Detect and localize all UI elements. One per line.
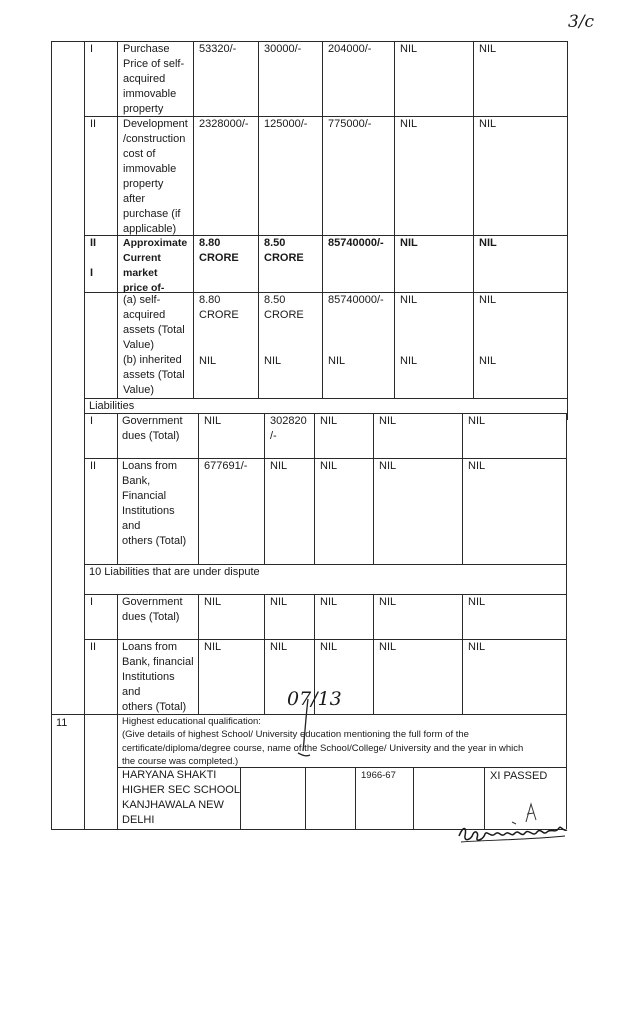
value-cell: NIL xyxy=(204,641,222,653)
value-cell: NIL xyxy=(468,596,486,608)
value-cell: 53320/- xyxy=(199,43,237,55)
value-cell: NIL xyxy=(270,596,288,608)
value-cell: 677691/- xyxy=(204,460,248,472)
row-label: Loans from Bank, Financial Institutions and others (Total) xyxy=(122,460,187,547)
value-cell: NIL xyxy=(270,460,288,472)
value-cell: NIL xyxy=(379,460,397,472)
value-cell: NIL xyxy=(479,355,497,367)
row-label: Purchase Price of self- acquired immovable property xyxy=(123,43,185,115)
value-cell: NIL xyxy=(479,118,497,130)
value-cell: NIL xyxy=(320,415,338,427)
completion-year: 1966-67 xyxy=(361,770,396,781)
value-cell: 8.50 CRORE xyxy=(264,294,304,321)
value-cell: NIL xyxy=(400,118,418,130)
value-cell: NIL xyxy=(204,415,222,427)
pen-stroke-mark xyxy=(290,695,320,765)
value-cell: NIL xyxy=(400,294,418,306)
value-cell: NIL xyxy=(264,355,282,367)
value-cell: NIL xyxy=(468,641,486,653)
value-cell: 775000/- xyxy=(328,118,372,130)
value-cell: NIL xyxy=(400,355,418,367)
row-sub-number: II xyxy=(90,460,97,472)
row-label: Loans from Bank, financial Institutions and others (Total) xyxy=(122,641,194,713)
liabilities-heading: Liabilities xyxy=(89,400,135,412)
education-instructions: (Give details of highest School/ University education mentioning the full form of the certificate/diploma/degree course, name of the School/College/ University and the year in which the course was completed.) xyxy=(122,729,524,767)
row-label: Government dues (Total) xyxy=(122,415,183,442)
value-cell: NIL xyxy=(479,43,497,55)
row-sub-number: II xyxy=(90,641,97,653)
row-label: (a) self- acquired assets (Total Value) (b) inherited assets (Total Value) xyxy=(123,294,185,396)
value-cell: 302820 /- xyxy=(270,415,307,442)
value-cell: NIL xyxy=(479,294,497,306)
value-cell: 2328000/- xyxy=(199,118,249,130)
value-cell: 125000/- xyxy=(264,118,308,130)
disputed-heading: 10 Liabilities that are under dispute xyxy=(89,566,260,578)
corner-page-mark: 3/c xyxy=(568,12,595,32)
value-cell: 204000/- xyxy=(328,43,372,55)
section-serial-number: 11 xyxy=(56,717,68,729)
value-cell: 8.50 CRORE xyxy=(264,237,304,264)
school-name: HARYANA SHAKTI HIGHER SEC SCHOOL KANJHAWALA NEW DELHI xyxy=(122,769,240,826)
value-cell: NIL xyxy=(379,596,397,608)
row-label: Development /construction cost of immovable property after purchase (if applicable) xyxy=(123,118,188,235)
value-cell: 30000/- xyxy=(264,43,302,55)
value-cell: NIL xyxy=(328,355,346,367)
value-cell: 8.80 CRORE xyxy=(199,294,239,321)
value-cell: NIL xyxy=(270,641,288,653)
value-cell: NIL xyxy=(199,355,217,367)
row-sub-number: II I xyxy=(90,237,97,279)
value-cell: NIL xyxy=(320,596,338,608)
signature xyxy=(455,818,575,848)
row-sub-number: I xyxy=(90,43,94,55)
value-cell: NIL xyxy=(468,415,486,427)
row-sub-number: II xyxy=(90,118,97,130)
row-sub-number: I xyxy=(90,596,94,608)
value-cell: 85740000/- xyxy=(328,294,384,306)
row-sub-number: I xyxy=(90,415,94,427)
value-cell: NIL xyxy=(400,43,418,55)
value-cell: NIL xyxy=(468,460,486,472)
education-heading: Highest educational qualification: xyxy=(122,716,261,727)
row-label: Approximate Current market price of- xyxy=(123,237,188,294)
value-cell: NIL xyxy=(400,237,418,249)
handwritten-date: 07/13 xyxy=(287,688,342,710)
value-cell: NIL xyxy=(479,237,497,249)
value-cell: NIL xyxy=(379,641,397,653)
value-cell: NIL xyxy=(204,596,222,608)
value-cell: NIL xyxy=(320,641,338,653)
value-cell: 85740000/- xyxy=(328,237,384,249)
value-cell: NIL xyxy=(379,415,397,427)
value-cell: 8.80 CRORE xyxy=(199,237,239,264)
value-cell: NIL xyxy=(320,460,338,472)
qualification: XI PASSED xyxy=(490,770,548,782)
row-label: Government dues (Total) xyxy=(122,596,183,623)
